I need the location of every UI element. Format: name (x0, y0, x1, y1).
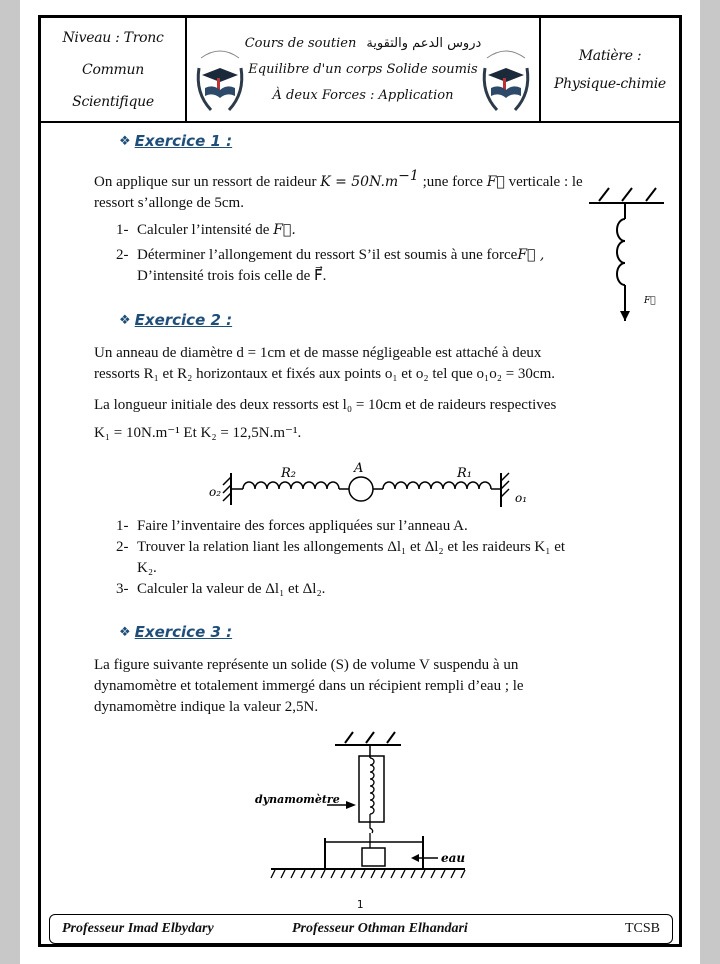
exercise-2-paragraph-3: K₁ = 10N.m⁻¹ Et K₂ = 12,5N.m⁻¹. (94, 425, 302, 441)
diamond-bullet-icon: ❖ (119, 624, 131, 640)
dynamometer-figure (253, 723, 468, 883)
document-frame (38, 15, 682, 947)
level-line-2: Commun Scientifique (72, 61, 154, 110)
diamond-bullet-icon: ❖ (119, 312, 131, 328)
ring-springs-figure (189, 455, 529, 510)
spring-r1-label: R₁ (457, 466, 472, 481)
lesson-title-line-2: À deux Forces : Application (272, 87, 454, 103)
header-level-cell (41, 18, 187, 121)
course-type-ar: دروس الدعم والتقوية (366, 35, 482, 51)
lesson-title-line-1: Equilibre d'un corps Solide soumis (248, 61, 478, 77)
footer-professor-1: Professeur Imad Elbydary (62, 921, 214, 936)
header-subject-cell (541, 18, 679, 121)
exercise-2-paragraph-2: La longueur initiale des deux ressorts est l₀ = 10cm et de raideurs respectives (94, 397, 557, 413)
page (20, 0, 700, 964)
ring-a (349, 477, 373, 501)
ring-a-label: A (354, 461, 364, 476)
diamond-bullet-icon: ❖ (119, 133, 131, 149)
exercise-1-question-1: 1- Calculer l’intensité de F⃗. (116, 222, 296, 238)
dynamometer-body (359, 756, 384, 822)
page-number: 1 (356, 898, 364, 911)
exercise-1-question-2: 2- Déterminer l’allongement du ressort S’il est soumis à une forceF⃗ , D’intensité trois fois celle de F⃗. (116, 247, 545, 284)
footer-level-code: TCSB (624, 921, 660, 936)
exercise-2-title: ❖ Exercice 2 : (119, 311, 233, 329)
dynamometer-label: dynamomètre (255, 793, 340, 806)
course-type (245, 31, 482, 57)
exercise-2-question-3: 3- Calculer la valeur de Δl₁ et Δl₂. (116, 581, 326, 597)
header-title-cell (187, 18, 541, 121)
course-type-fr: Cours de soutien (244, 35, 357, 51)
subject-value: Physique-chimie (554, 75, 666, 92)
school-logo-icon (191, 38, 249, 118)
exercise-2-question-1: 1- Faire l’inventaire des forces appliquées sur l’anneau A. (116, 518, 468, 534)
ground-hatching (271, 870, 465, 878)
water-label: eau (441, 851, 466, 865)
point-o2-label: o₂ (209, 485, 222, 499)
force-label: F⃗ (644, 296, 656, 306)
spring-r2-label: R₂ (281, 466, 296, 481)
exercise-3-title: ❖ Exercice 3 : (119, 623, 233, 641)
exercise-3-paragraph: La figure suivante représente un solide (S) de volume V suspendu à un dynamomètre et totalement immergé dans un récipient rempli d’eau ; le dynamomètre indique la valeur 2,5N. (94, 657, 524, 715)
header (41, 18, 679, 123)
school-logo-icon (477, 38, 535, 118)
footer-professor-2: Professeur Othman Elhandari (292, 921, 468, 936)
hanging-spring-figure (584, 183, 669, 323)
footer (49, 914, 673, 944)
solid-s (362, 848, 385, 866)
point-o1-label: o₁ (515, 491, 528, 505)
subject-label: Matière : (578, 47, 642, 64)
exercise-1-intro: On applique sur un ressort de raideur $K = 50N.m^{-1}$ ;une force F⃗ verticale : le ressort s’allonge de 5cm. (94, 168, 583, 211)
level-line-1: Niveau : Tronc (62, 29, 164, 46)
exercise-1-title: ❖ Exercice 1 : (119, 132, 233, 150)
exercise-2-question-2: 2- Trouver la relation liant les allongements Δl₁ et Δl₂ et les raideurs K₁ et K₂. (116, 539, 566, 576)
exercise-2-paragraph-1: Un anneau de diamètre d = 1cm et de masse négligeable est attaché à deux ressorts R₁ et R₂ horizontaux et fixés aux points o₁ et o₂ tel que o₁o₂ = 30cm. (94, 345, 556, 382)
